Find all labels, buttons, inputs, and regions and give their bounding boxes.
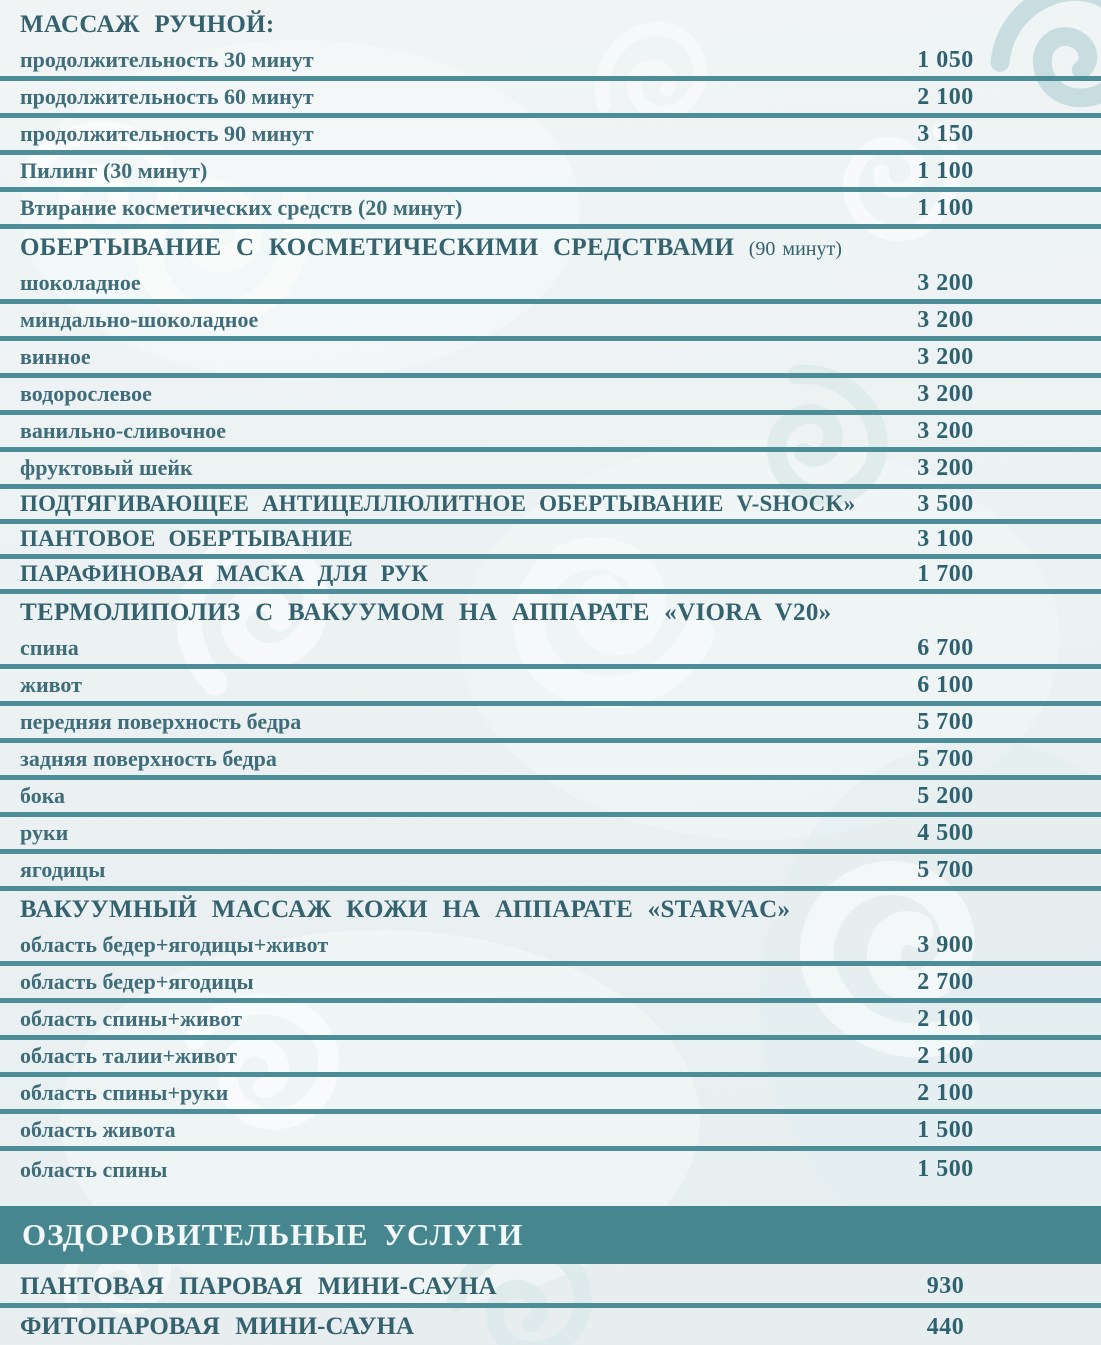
service-label: Пилинг (30 минут) [20,158,208,183]
service-price: 1 500 [917,1116,974,1143]
price-row [0,415,1101,452]
price-row [0,1040,1101,1077]
service-label: руки [20,820,69,845]
service-price: 3 200 [917,380,974,407]
price-row [0,780,1101,817]
service-label: шоколадное [20,270,141,295]
price-row [0,743,1101,780]
price-row [0,489,1101,524]
section-thermolipolysis-viora [0,594,1101,891]
service-price: 930 [926,1273,965,1299]
service-label: ФИТОПАРОВАЯ МИНИ-САУНА [20,1313,415,1340]
service-label: ПАНТОВОЕ ОБЕРТЫВАНИЕ [20,526,353,551]
section-header [0,594,1101,632]
service-label: спина [20,635,79,660]
section-vacuum-massage-starvac [0,891,1101,1188]
service-label: ПАРАФИНОВАЯ МАСКА ДЛЯ РУК [20,561,429,586]
section-wrap-cosmetic [0,229,1101,489]
service-price: 2 100 [917,1079,974,1106]
service-price: 3 200 [917,306,974,333]
service-price: 3 900 [917,931,974,958]
service-price: 3 150 [917,120,974,147]
price-row [0,966,1101,1003]
section-header-label: ТЕРМОЛИПОЛИЗ С ВАКУУМОМ НА АППАРАТЕ «VIORA V20» [20,599,832,626]
service-label: область талии+живот [20,1043,237,1068]
service-price: 3 100 [917,525,974,552]
group-sauna-services [0,1270,1101,1345]
price-row [0,452,1101,489]
service-price: 440 [926,1313,965,1340]
price-row [0,304,1101,341]
price-row [0,1077,1101,1114]
service-price: 5 700 [917,745,974,772]
price-row [0,81,1101,118]
section-header-label: ВАКУУМНЫЙ МАССАЖ КОЖИ НА АППАРАТЕ «STARVAC» [20,896,791,923]
service-label: миндально-шоколадное [20,307,259,332]
price-row [0,669,1101,706]
section-header [0,229,1101,267]
price-row [0,155,1101,192]
section-header [0,6,1101,44]
service-price: 1 500 [917,1156,974,1182]
service-label: продолжительность 60 минут [20,84,314,109]
section-header-label: МАССАЖ РУЧНОЙ: [20,11,275,38]
service-label: ПАНТОВАЯ ПАРОВАЯ МИНИ-САУНА [20,1272,497,1300]
service-price: 1 100 [917,194,974,221]
service-price: 2 100 [917,83,974,110]
price-row [0,1003,1101,1040]
price-row [0,1270,1101,1308]
service-label: передняя поверхность бедра [20,709,302,734]
service-price: 3 500 [917,490,974,517]
service-price: 1 050 [917,46,974,73]
banner-label: ОЗДОРОВИТЕЛЬНЫЕ УСЛУГИ [22,1217,524,1252]
price-row [0,1151,1101,1188]
service-label: продолжительность 90 минут [20,121,314,146]
section-header [0,891,1101,929]
service-price: 1 700 [917,560,974,587]
price-row [0,817,1101,854]
service-price: 2 700 [917,968,974,995]
price-row [0,706,1101,743]
service-price: 3 200 [917,417,974,444]
service-price: 2 100 [917,1005,974,1032]
service-label: ванильно-сливочное [20,418,227,443]
service-label: живот [20,672,82,697]
service-price: 1 100 [917,157,974,184]
service-price: 3 200 [917,269,974,296]
banner-wellness-services [0,1206,1101,1264]
service-price: 6 700 [917,634,974,661]
service-label: область спины [20,1156,168,1182]
service-price: 3 200 [917,454,974,481]
section-header-duration: (90 минут) [748,238,842,260]
price-row [0,929,1101,966]
section-header-label: ОБЕРТЫВАНИЕ С КОСМЕТИЧЕСКИМИ СРЕДСТВАМИ [20,234,735,261]
price-row [0,378,1101,415]
price-row [0,559,1101,594]
service-label: продолжительность 30 минут [20,47,314,72]
price-row [0,632,1101,669]
service-price: 5 700 [917,708,974,735]
price-row [0,118,1101,155]
price-row [0,854,1101,891]
section-massage-manual [0,6,1101,229]
service-label: область бедер+ягодицы [20,969,254,994]
service-price: 5 700 [917,856,974,883]
service-label: ягодицы [20,857,106,882]
service-label: Втирание косметических средств (20 минут) [20,195,463,220]
service-label: фруктовый шейк [20,455,193,480]
price-row [0,267,1101,304]
service-label: задняя поверхность бедра [20,746,277,771]
service-price: 4 500 [917,819,974,846]
service-label: ПОДТЯГИВАЮЩЕЕ АНТИЦЕЛЛЮЛИТНОЕ ОБЕРТЫВАНИЕ V-SHOCK» [20,491,856,516]
service-label: винное [20,344,91,369]
service-price: 5 200 [917,782,974,809]
service-label: область бедер+ягодицы+живот [20,932,329,957]
service-label: область спины+руки [20,1080,229,1105]
service-label: область живота [20,1117,176,1142]
price-row [0,192,1101,229]
service-price: 3 200 [917,343,974,370]
price-row [0,341,1101,378]
service-price: 2 100 [917,1042,974,1069]
price-row [0,1308,1101,1345]
price-row [0,44,1101,81]
price-row [0,1114,1101,1151]
price-row [0,524,1101,559]
service-label: бока [20,783,66,808]
group-standalone-services [0,489,1101,594]
service-label: область спины+живот [20,1006,242,1031]
service-price: 6 100 [917,671,974,698]
service-label: водорослевое [20,381,152,406]
